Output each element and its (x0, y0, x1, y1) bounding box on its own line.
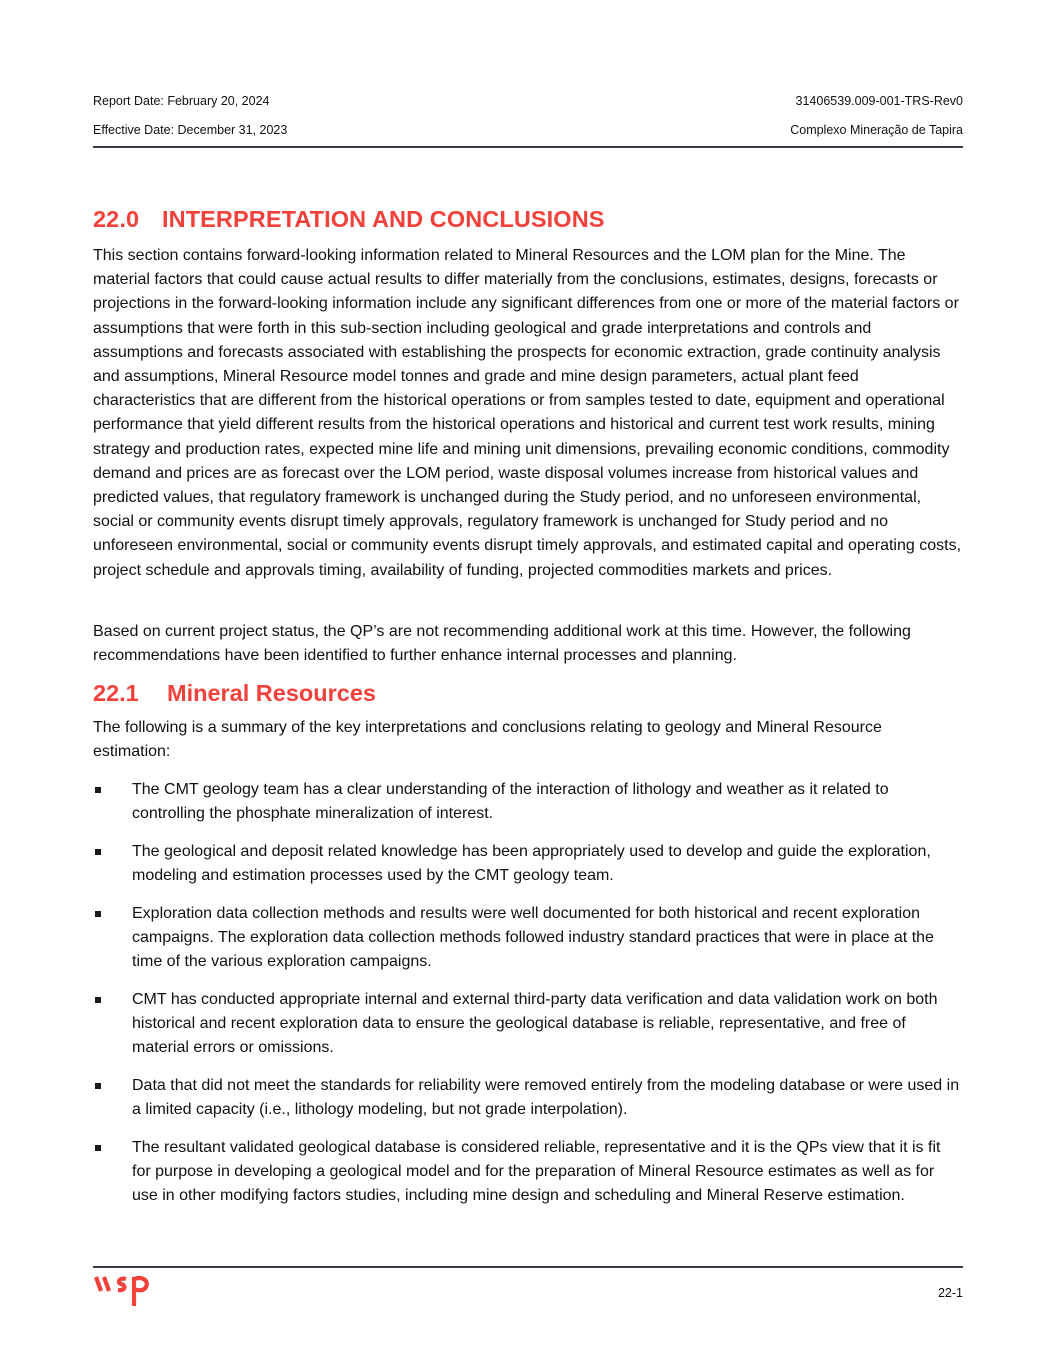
section-paragraph: This section contains forward-looking information related to Mineral Resources and the LOM plan for the Mine. The material factors that could cause actual results to differ materially from the conclusions, estimates, designs, forecasts or projections in the forward-looking information include any significant differences from one or more of the material factors or assumptions that were forth in this sub-section including geological and grade interpretations and controls and assumptions and forecasts associated with establishing the prospects for economic extraction, grade continuity analysis and assumptions, Mineral Resource model tonnes and grade and mine design parameters, actual plant feed characteristics that are different from the historical operations or from samples tested to date, equipment and operational performance that yield different results from the historical operations and historical and current test work results, mining strategy and production rates, expected mine life and mining unit dimensions, prevailing economic conditions, commodity demand and prices are as forecast over the LOM period, waste disposal volumes increase from historical values and predicted values, that regulatory framework is unchanged during the Study period, and no unforeseen environmental, social or community events disrupt timely approvals, regulatory framework is unchanged for Study period and no unforeseen environmental, social or community events disrupt timely approvals, and estimated capital and operating costs, project schedule and approvals timing, availability of funding, projected commodities markets and prices. (93, 247, 962, 579)
subsection-title: Mineral Resources (167, 680, 376, 706)
footer-divider (93, 1266, 963, 1268)
header-divider (93, 146, 963, 148)
list-item (93, 902, 963, 975)
square-bullet-icon (95, 849, 101, 855)
report-number: 31406539.009-001-TRS-Rev0 (795, 94, 963, 108)
square-bullet-icon (95, 911, 101, 917)
list-item-text: Exploration data collection methods and results were well documented for both historical and recent exploration campaigns. The exploration data collection methods followed industry standard practices that were in place at the time of the various exploration campaigns. (132, 904, 934, 971)
report-date: Report Date: February 20, 2024 (93, 94, 270, 108)
square-bullet-icon (95, 1083, 101, 1089)
list-item (93, 1136, 963, 1209)
project-name: Complexo Mineração de Tapira (790, 123, 963, 137)
page-number: 22-1 (937, 1286, 963, 1300)
list-item (93, 1074, 963, 1122)
section-title: INTERPRETATION AND CONCLUSIONS (162, 206, 605, 232)
effective-date: Effective Date: December 31, 2023 (93, 123, 288, 137)
list-item-text: The geological and deposit related knowledge has been appropriately used to develop and guide the exploration, modeling and estimation processes used by the CMT geology team. (132, 842, 931, 885)
list-item-text: The CMT geology team has a clear understanding of the interaction of lithology and weather as it related to controlling the phosphate mineralization of interest. (132, 781, 889, 823)
list-item (93, 778, 963, 826)
list-item (93, 988, 963, 1061)
wsp-logo-icon (93, 1274, 157, 1308)
section-heading (93, 206, 605, 233)
subsection-heading (93, 680, 376, 707)
list-item-text: CMT has conducted appropriate internal and external third-party data verification and data validation work on both historical and recent exploration data to ensure the geological database is reliable, representative, and free of material errors or omissions. (132, 990, 938, 1057)
list-item-text: Data that did not meet the standards for reliability were removed entirely from the modeling database or were used in a limited capacity (i.e., lithology modeling, but not grade interpolation). (132, 1077, 960, 1119)
list-item-text: The resultant validated geological database is considered reliable, representative and it is the QPs view that it is fit for purpose in developing a geological model and for the preparation of Mineral Resource estimates as well as for use in other modifying factors studies, including mine design and scheduling and Mineral Reserve estimation. (132, 1138, 941, 1205)
header-row-2 (93, 123, 963, 137)
section-paragraph: Based on current project status, the QP’s are not recommending additional work at this time. However, the following recommendations have been identified to further enhance internal processes and planning. (93, 623, 911, 665)
document-page (93, 0, 963, 1365)
list-item (93, 840, 963, 888)
conclusions-list (93, 778, 963, 1222)
square-bullet-icon (95, 787, 101, 793)
subsection-number: 22.1 (93, 680, 139, 706)
subsection-intro: The following is a summary of the key interpretations and conclusions relating to geology and Mineral Resource estimation: (93, 719, 882, 761)
section-number: 22.0 (93, 206, 140, 232)
header-row-1 (93, 94, 963, 108)
square-bullet-icon (95, 997, 101, 1003)
square-bullet-icon (95, 1145, 101, 1151)
